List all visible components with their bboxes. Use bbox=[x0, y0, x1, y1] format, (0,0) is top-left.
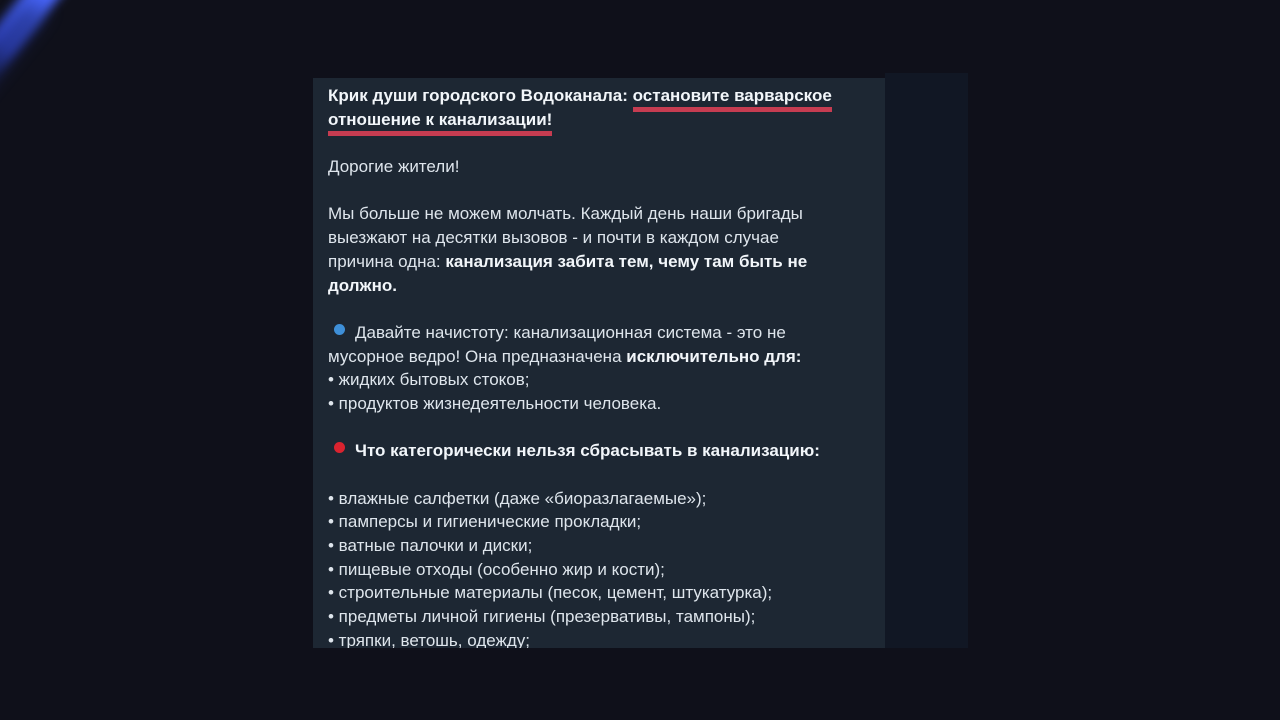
decor-streak-bright bbox=[0, 0, 80, 81]
message-line bbox=[328, 179, 873, 203]
message-line: Дорогие жители! bbox=[328, 157, 460, 177]
message-line: причина одна: канализация забита тем, чему там быть не bbox=[328, 251, 808, 271]
message-line: мусорное ведро! Она предназначена исключительно для: bbox=[328, 346, 802, 366]
red-circle-emoji bbox=[334, 442, 345, 453]
message-text bbox=[313, 78, 885, 648]
message-line: • строительные материалы (песок, цемент, штукатурка); bbox=[328, 583, 773, 603]
message-line: выезжают на десятки вызовов - и почти в каждом случае bbox=[328, 228, 779, 248]
message-line: должно. bbox=[328, 275, 397, 295]
message-line: • продуктов жизнедеятельности человека. bbox=[328, 393, 662, 413]
blue-circle-emoji bbox=[334, 324, 345, 335]
message-line: • влажные салфетки (даже «биоразлагаемые»); bbox=[328, 488, 707, 508]
message-line: • жидких бытовых стоков; bbox=[328, 370, 530, 390]
message-line: • ватные палочки и диски; bbox=[328, 536, 533, 556]
chat-background-column bbox=[885, 73, 968, 648]
message-line: • пищевые отходы (особенно жир и кости); bbox=[328, 559, 665, 579]
message-line: • памперсы и гигиенические прокладки; bbox=[328, 512, 642, 532]
decor-streak-dim bbox=[0, 2, 44, 100]
message-line: Давайте начистоту: канализационная система - это не bbox=[328, 321, 873, 345]
message-line bbox=[328, 297, 873, 321]
message-bubble bbox=[313, 78, 885, 648]
message-line bbox=[328, 416, 873, 440]
message-line: • тряпки, ветошь, одежду; bbox=[328, 630, 531, 648]
message-line: Мы больше не можем молчать. Каждый день наши бригады bbox=[328, 204, 803, 224]
message-line: Что категорически нельзя сбрасывать в канализацию: bbox=[328, 439, 873, 463]
message-line: • предметы личной гигиены (презервативы, тампоны); bbox=[328, 607, 756, 627]
message-line bbox=[328, 463, 873, 487]
post-title-line: Крик души городского Водоканала: остановите варварское bbox=[328, 84, 873, 108]
post-title-line: отношение к канализации! bbox=[328, 108, 873, 132]
